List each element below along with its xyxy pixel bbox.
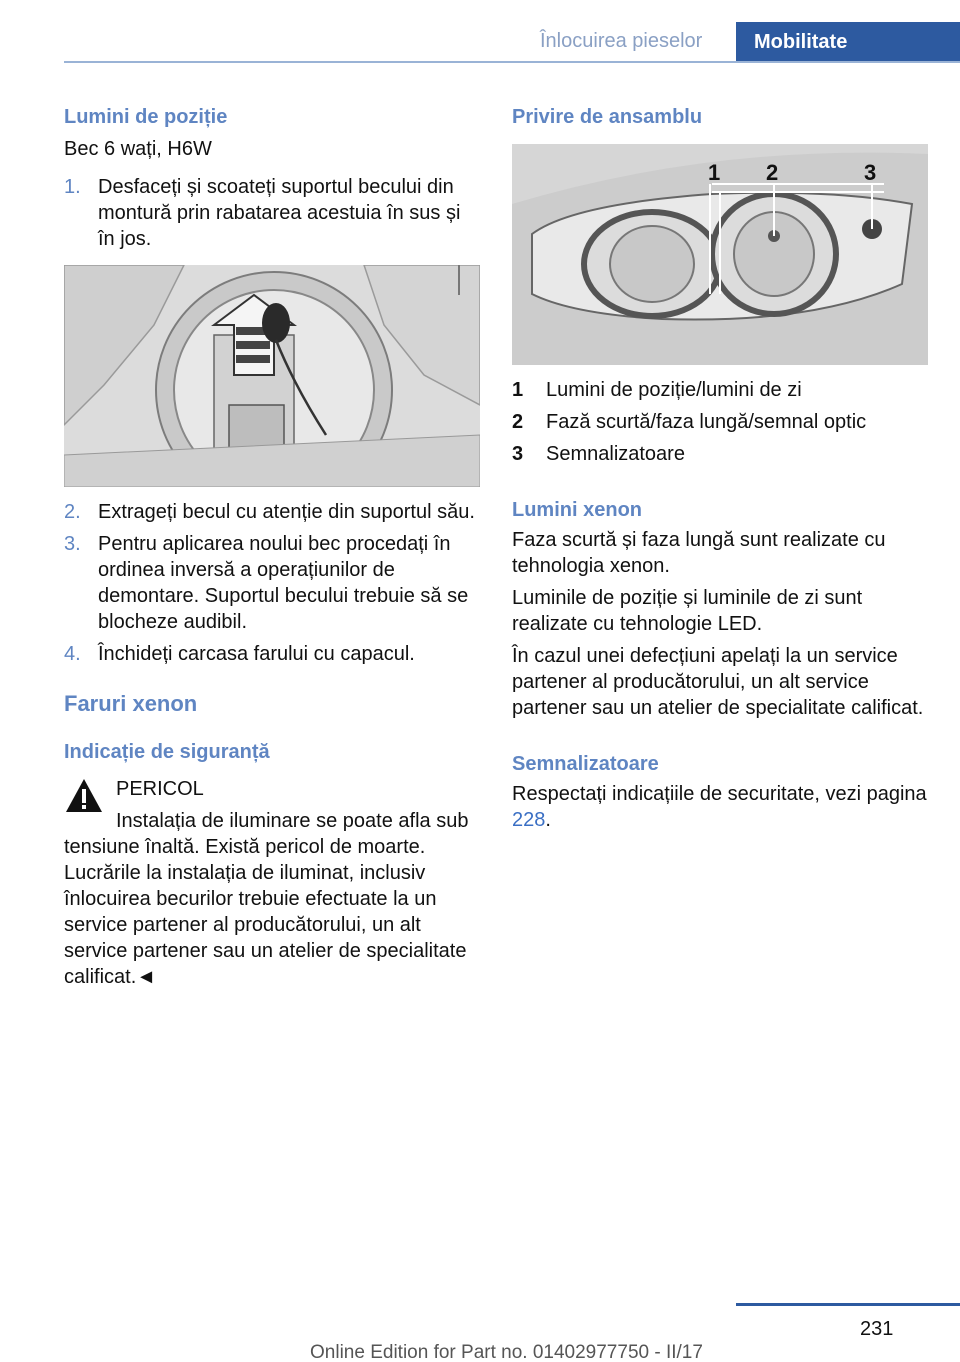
callout-3: 3 — [864, 160, 877, 185]
turn-signals-heading: Semnalizatoare — [512, 753, 659, 775]
position-lights-heading: Lumini de poziție — [64, 106, 228, 128]
xenon-lights-heading: Lumini xenon — [512, 499, 642, 521]
step-text: Închideți carcasa farului cu capacul. — [98, 643, 415, 665]
left-column — [64, 104, 480, 252]
edition-note: Online Edition for Part no. 01402977750 - II/17 — [310, 1342, 703, 1362]
step-number: 2. — [64, 501, 81, 523]
callout-2: 2 — [766, 160, 779, 185]
list-item — [64, 641, 480, 667]
step-number: 3. — [64, 533, 81, 555]
header-chapter-tab[interactable]: Mobilitate — [736, 22, 960, 63]
page-number: 231 — [860, 1318, 894, 1340]
step-text: Pentru aplicarea noului bec procedați în ordinea inversă a operațiunilor de demontare. Suportul becului trebuie să se blocheze audibil. — [98, 533, 469, 633]
header-rule — [64, 61, 960, 63]
xenon-paragraph: În cazul unei defecțiuni apelați la un service partener al producătorului, un alt service partener sau un atelier de specialitate calificat. — [512, 645, 924, 719]
danger-label-text: PERICOL — [116, 778, 204, 800]
legend-item — [512, 377, 928, 403]
legend-number: 3 — [512, 443, 524, 465]
page-reference-link[interactable]: 228 — [512, 809, 546, 831]
footer-rule — [736, 1303, 960, 1306]
danger-text — [64, 808, 480, 990]
list-item — [64, 531, 480, 635]
xenon-paragraph: Luminile de poziție și luminile de zi sunt realizate cu tehnologie LED. — [512, 587, 863, 635]
xenon-headlights-heading: Faruri xenon — [64, 691, 198, 716]
position-bulb-spec: Bec 6 wați, H6W — [64, 138, 212, 160]
legend-text: Fază scurtă/faza lungă/semnal optic — [546, 411, 867, 433]
overview-heading: Privire de ansamblu — [512, 106, 703, 128]
turn-signals-paragraph — [512, 781, 928, 833]
step-text: Extrageți becul cu atenție din suportul său. — [98, 501, 475, 523]
right-column — [512, 104, 928, 130]
legend-number: 2 — [512, 411, 524, 433]
safety-note-heading: Indicație de siguranță — [64, 741, 270, 763]
step-number: 4. — [64, 643, 81, 665]
header-section-title: Înlocuirea pieselor — [540, 30, 703, 52]
bulb-holder-drawing — [64, 265, 480, 487]
list-item — [64, 499, 480, 525]
sentence-end: . — [545, 809, 551, 831]
turn-signals-text: Respectați indicațiile de securitate, vezi pagina — [512, 783, 927, 805]
left-column-continued — [64, 499, 480, 765]
step-text: Desfaceți și scoateți suportul becului din montură prin rabatarea acestuia în sus și în jos. — [98, 176, 461, 250]
step-number: 1. — [64, 176, 81, 198]
danger-body-text: Instalația de iluminare se poate afla sub tensiune înaltă. Există pericol de moarte. Lucrările la instalația de iluminat, inclusiv înlocuirea becurilor trebuie efectuate la un service partener al producătorului, un alt service partener sau un atelier de specialitate calificat.◄ — [64, 810, 469, 988]
danger-label — [116, 776, 480, 802]
callout-1: 1 — [708, 160, 721, 185]
legend-item — [512, 441, 928, 467]
right-column-continued — [512, 377, 928, 833]
list-item — [64, 174, 480, 252]
bulb-holder-illustration — [64, 265, 480, 487]
headlight-illustration — [512, 144, 928, 365]
legend-text: Lumini de poziție/lumini de zi — [546, 379, 802, 401]
legend-item — [512, 409, 928, 435]
legend-number: 1 — [512, 379, 524, 401]
xenon-paragraph: Faza scurtă și faza lungă sunt realizate cu tehnologia xenon. — [512, 529, 886, 577]
legend-text: Semnalizatoare — [546, 443, 685, 465]
